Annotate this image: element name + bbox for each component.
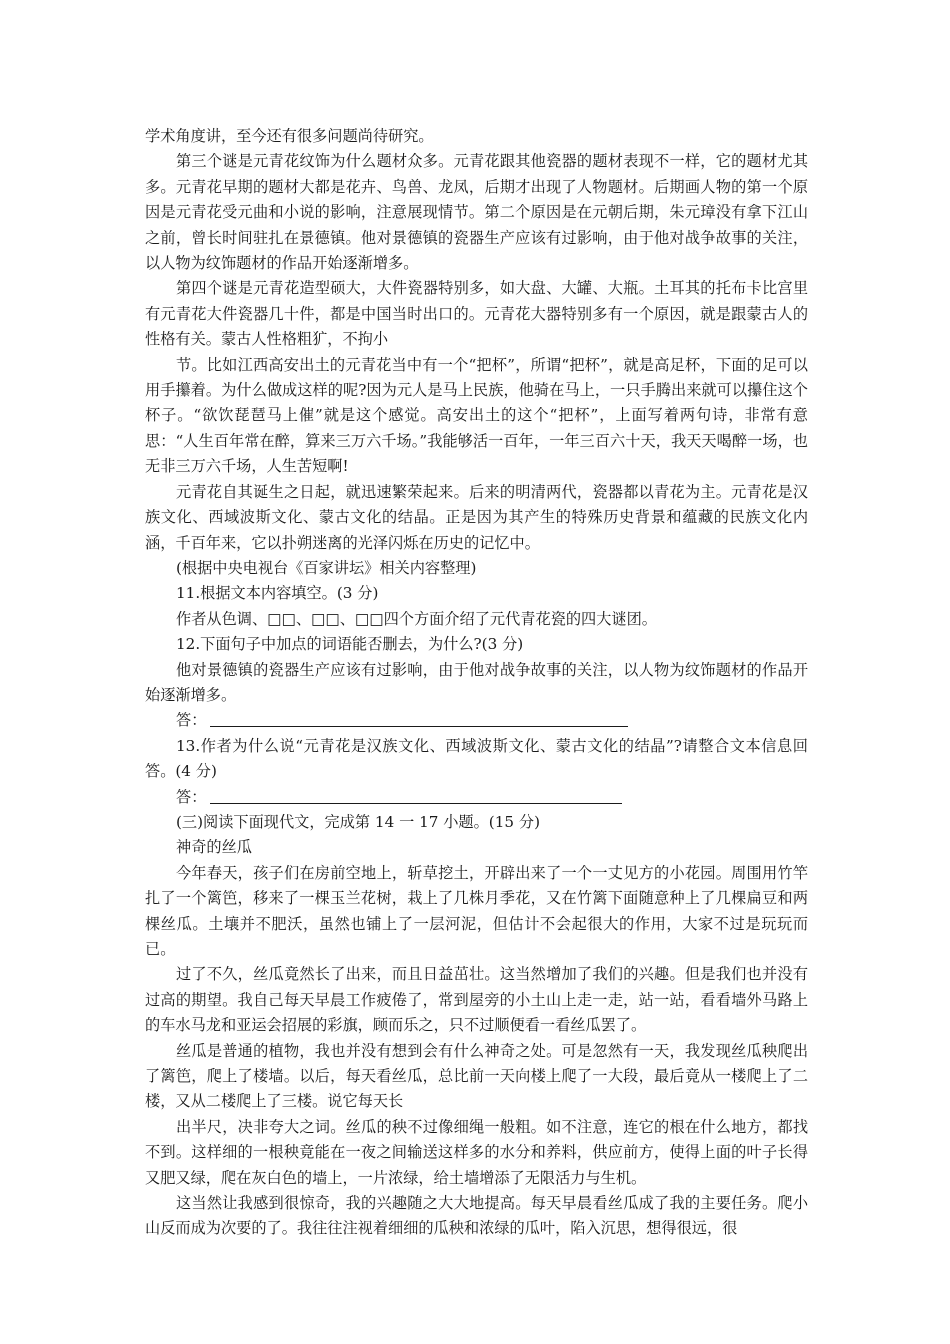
source-note: (根据中央电视台《百家讲坛》相关内容整理) — [176, 558, 477, 577]
paragraph-third-mystery: 第三个谜是元青花纹饰为什么题材众多。元青花跟其他瓷器的题材表现不一样，它的题材尤其多。元青花早期的题材大都是花卉、鸟兽、龙凤，后期才出现了人物题材。后期画人物的第一个原因是元青花受元曲和小说的影响，注意展现情节。第二个原因是在元朝后期，朱元璋没有拿下江山之前，曾长时间驻扎在景德镇。他对景德镇的瓷器生产应该有过影响，由于他对战争故事的关注，以人物为纹饰题材的作品开始逐渐增多。 — [145, 152, 808, 273]
question-11: 11.根据文本内容填空。(3 分) — [176, 584, 379, 603]
essay-paragraph-4: 出半尺，决非夸大之词。丝瓜的秧不过像细绳一般粗。如不注意，连它的根在什么地方，都找不到。这样细的一根秧竟能在一夜之间输送这样多的水分和养料，供应前方，使得上面的叶子长得又肥又绿，爬在灰白色的墙上，一片浓绿，给土墙增添了无限活力与生机。 — [145, 1117, 808, 1187]
paragraph-fourth-mystery: 第四个谜是元青花造型硕大，大件瓷器特别多，如大盘、大罐、大瓶。土耳其的托布卡比宫里有元青花大件瓷器几十件，都是中国当时出口的。元青花大器特别多有一个原因，就是跟蒙古人的性格有关。蒙古人性格粗犷，不拘小 — [145, 279, 808, 349]
essay-paragraph-5: 这当然让我感到很惊奇，我的兴趣随之大大地提高。每天早晨看丝瓜成了我的主要任务。爬小山反而成为次要的了。我往往注视着细细的瓜秧和浓绿的瓜叶，陷入沉思，想得很远，很 — [145, 1194, 808, 1238]
essay-paragraph-1: 今年春天，孩子们在房前空地上，斩草挖土，开辟出来了一个一丈见方的小花园。周围用竹竿扎了一个篱笆，移来了一棵玉兰花树，栽上了几株月季花，又在竹篱下面随意种上了几棵扁豆和两棵丝瓜。土壤并不肥沃，虽然也铺上了一层河泥，但估计不会起很大的作用，大家不过是玩玩而已。 — [145, 863, 808, 958]
paragraph-ba-bei: 节。比如江西高安出土的元青花当中有一个“把杯”，所谓“把杯”，就是高足杯，下面的足可以用手攥着。为什么做成这样的呢?因为元人是马上民族，他骑在马上，一只手腾出来就可以攥住这个杯子。“欲饮琵琶马上催”就是这个感觉。高安出土的这个“把杯”，上面写着两句诗，非常有意思：“人生百年常在醉，算来三万六千场。”我能够活一百年，一年三百六十天，我天天喝醉一场，也无非三万六千场，人生苦短啊! — [145, 355, 808, 476]
question-11-prompt: 作者从色调、□□、□□、□□四个方面介绍了元代青花瓷的四大谜团。 — [176, 609, 657, 628]
paragraph-conclusion: 元青花自其诞生之日起，就迅速繁荣起来。后来的明清两代，瓷器都以青花为主。元青花是汉族文化、西域波斯文化、蒙古文化的结晶。正是因为其产生的特殊历史背景和蕴藏的民族文化内涵，千百年来，它以扑朔迷离的光泽闪烁在历史的记忆中。 — [145, 482, 808, 552]
section-three-heading: (三)阅读下面现代文，完成第 14 一 17 小题。(15 分) — [176, 812, 541, 831]
essay-paragraph-2: 过了不久，丝瓜竟然长了出来，而且日益茁壮。这当然增加了我们的兴趣。但是我们也并没有过高的期望。我自己每天早晨工作疲倦了，常到屋旁的小土山上走一走，站一站，看看墙外马路上的车水马龙和亚运会招展的彩旗，顾而乐之，只不过顺便看一看丝瓜罢了。 — [145, 965, 808, 1035]
answer-13-line[interactable] — [210, 787, 622, 804]
paragraph-continuation: 学术角度讲，至今还有很多问题尚待研究。 — [145, 127, 434, 145]
question-12-sentence: 他对景德镇的瓷器生产应该有过影响，由于他对战争故事的关注，以人物为纹饰题材的作品开始逐渐增多。 — [145, 660, 808, 704]
answer-label: 答： — [176, 711, 207, 730]
question-12: 12.下面句子中加点的词语能否删去，为什么?(3 分) — [176, 635, 524, 654]
document-page — [145, 124, 808, 1242]
answer-13-row — [145, 785, 808, 810]
essay-title: 神奇的丝瓜 — [176, 838, 252, 857]
question-13: 13.作者为什么说“元青花是汉族文化、西域波斯文化、蒙古文化的结晶”?请整合文本信息回答。(4 分) — [145, 736, 808, 781]
answer-label: 答： — [176, 787, 207, 806]
answer-12-line[interactable] — [210, 710, 628, 727]
answer-12-row — [145, 708, 808, 733]
essay-paragraph-3: 丝瓜是普通的植物，我也并没有想到会有什么神奇之处。可是忽然有一天，我发现丝瓜秧爬出了篱笆，爬上了楼墙。以后，每天看丝瓜，总比前一天向楼上爬了一大段，最后竟从一楼爬上了二楼，又从二楼爬上了三楼。说它每天长 — [145, 1041, 808, 1111]
